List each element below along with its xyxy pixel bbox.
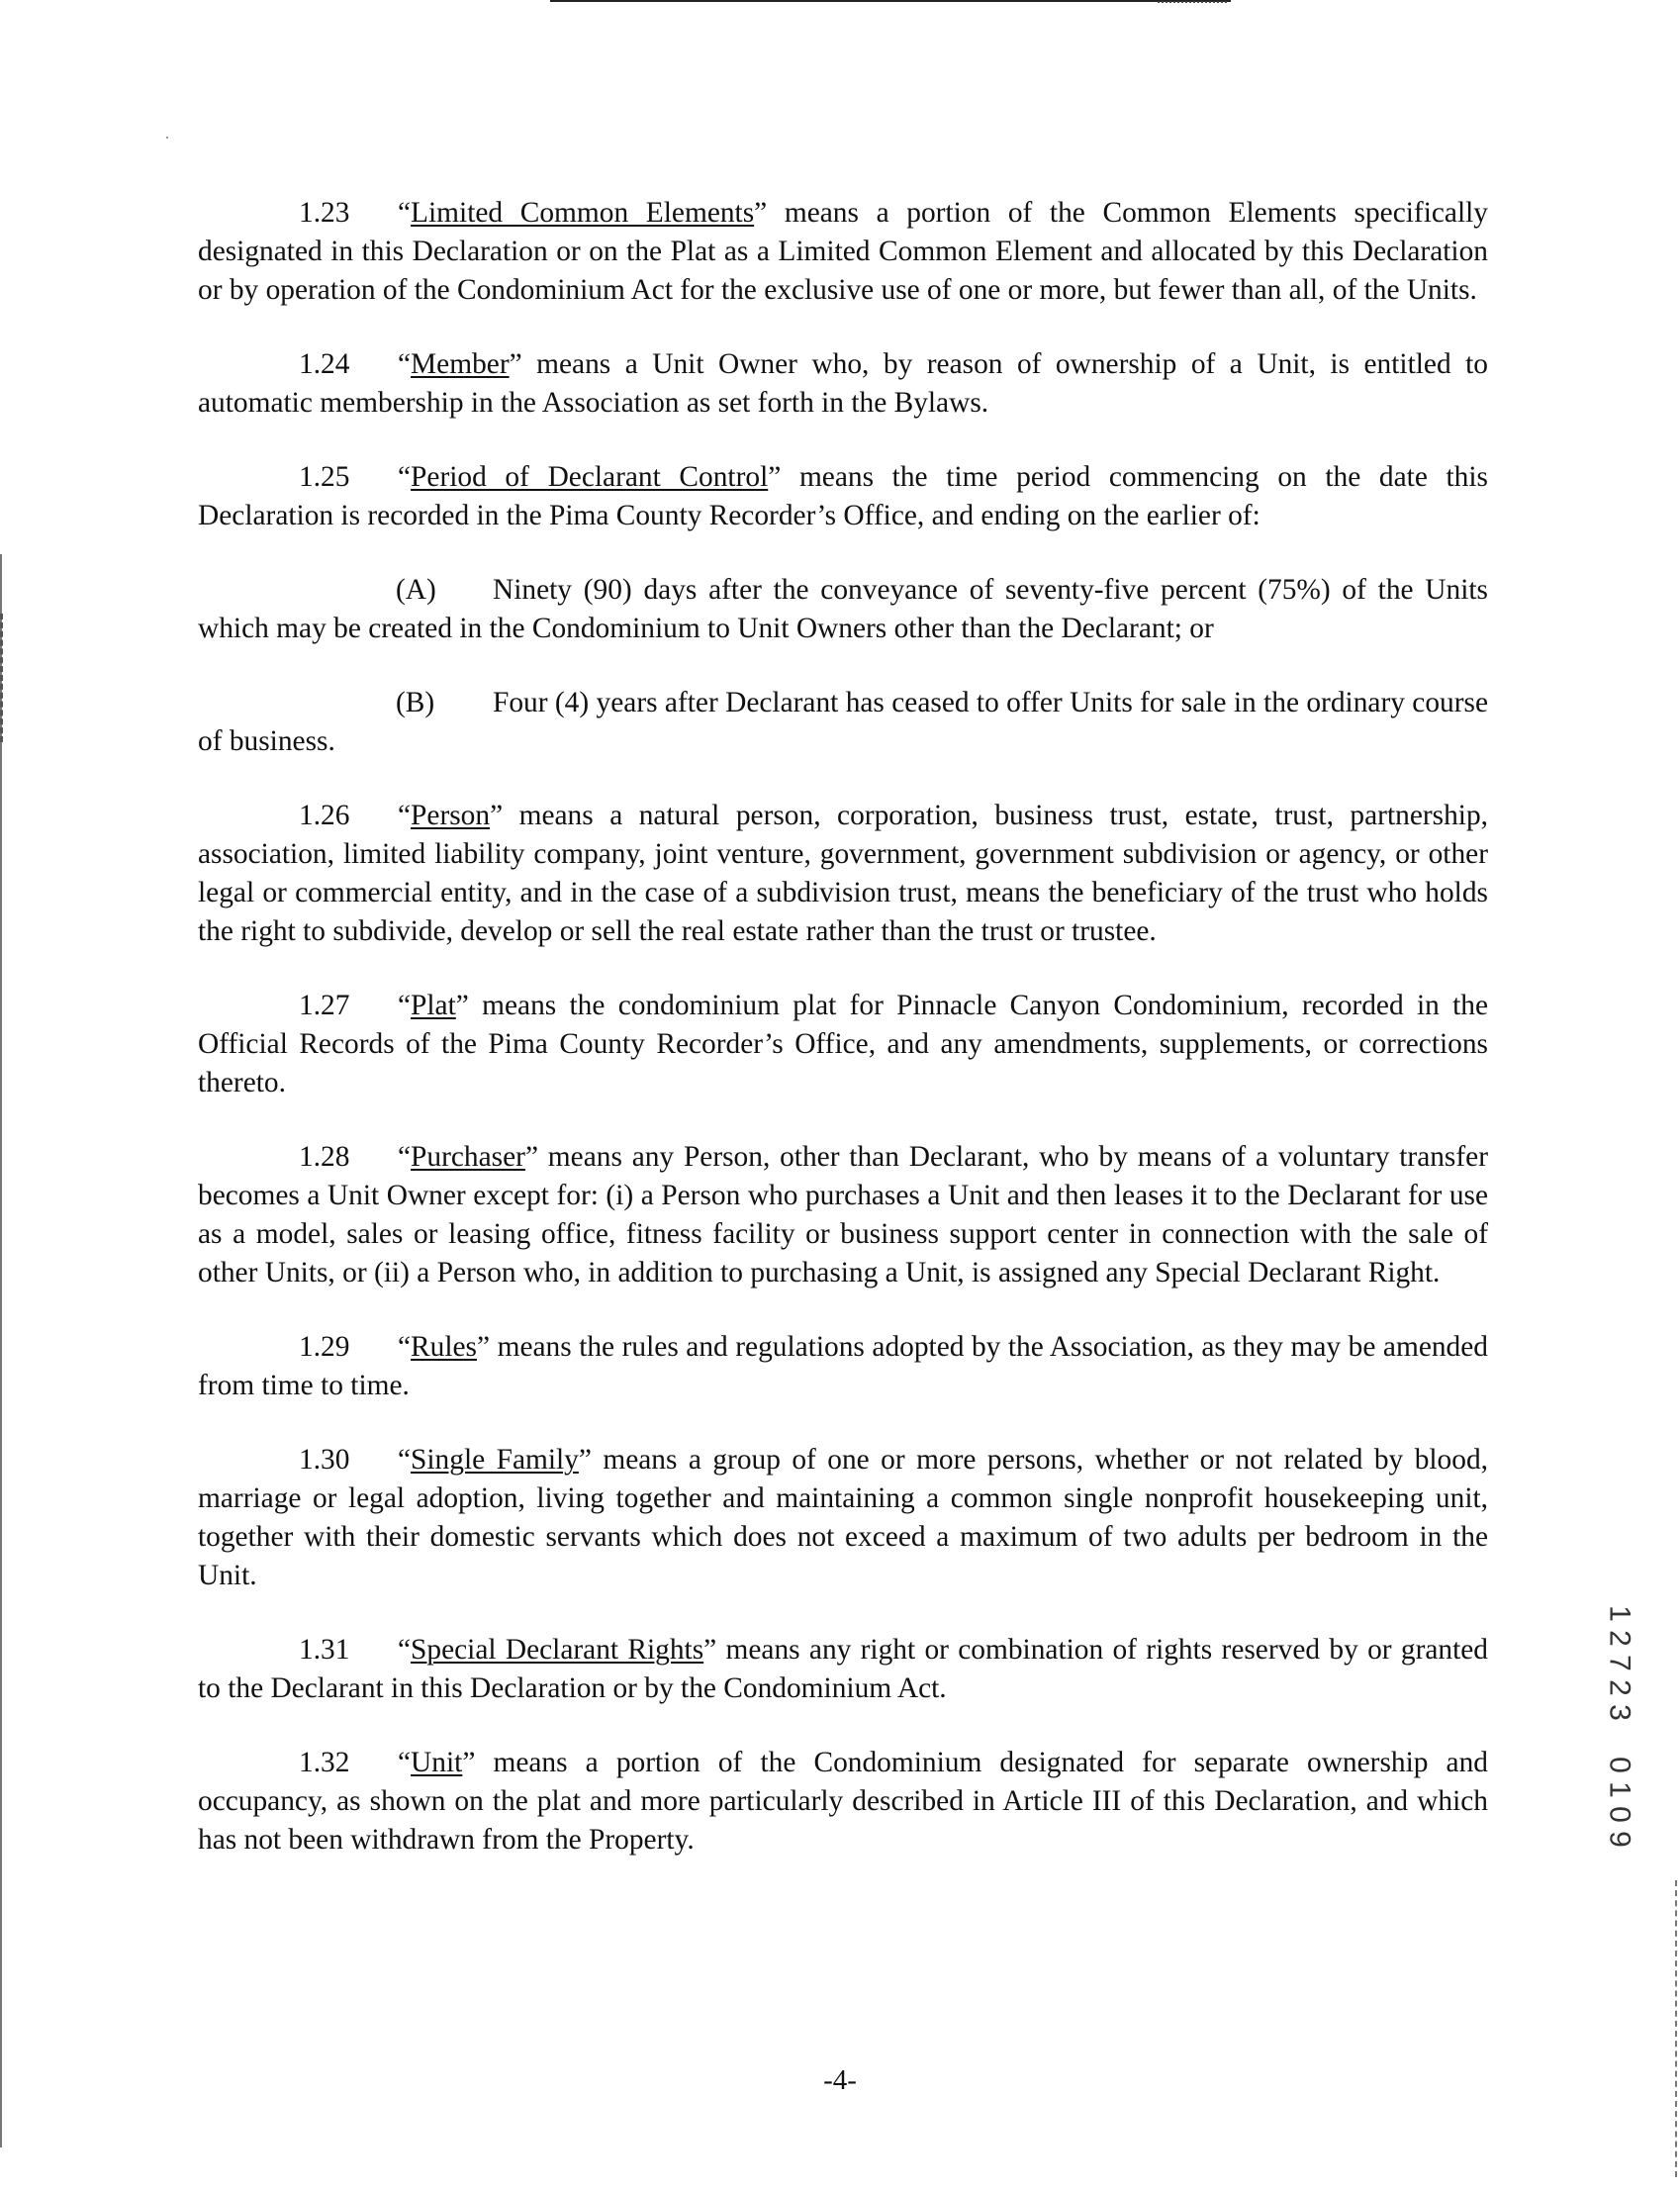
- recording-stamp-digit: 7: [1603, 1655, 1636, 1671]
- definition-text: means a group of one or more persons, whether or not related by blood, marriage or legal adoption, living together and maintaining a common single nonprofit housekeeping unit, together with their domestic servants which does not exceed a maximum of two adults per bedroom in the Unit.: [198, 1444, 1488, 1591]
- section-number: 1.24: [299, 348, 350, 380]
- defined-term: Person: [411, 800, 491, 831]
- definition-1-26: 1.26 “Person” means a natural person, corporation, business trust, estate, trust, partnership, association, limited liability company, joint venture, government, government subdivision or agency, or other legal or commercial entity, and in the case of a subdivision trust, means the beneficiary of the trust who holds the right to subdivide, develop or sell the real estate rather than the trust or trustee.: [198, 797, 1488, 951]
- defined-term: Plat: [411, 990, 456, 1021]
- defined-term: Member: [411, 348, 510, 380]
- definition-1-28: 1.28 “Purchaser” means any Person, other than Declarant, who by means of a voluntary transfer becomes a Unit Owner except for: (i) a Person who purchases a Unit and then leases it to the Declarant for use as a model, sales or leasing office, fitness facility or business support center in connection with the sale of other Units, or (ii) a Person who, in addition to purchasing a Unit, is assigned any Special Declarant Right.: [198, 1138, 1488, 1292]
- defined-term: Purchaser: [411, 1141, 525, 1173]
- recording-stamp-digit: 9: [1603, 1831, 1636, 1848]
- definition-text: means a portion of the Common Elements specifically designated in this Declaration or on the Plat as a Limited Common Element and allocated by this Declaration or by operation of the Condominium Act for the exclusive use of one or more, but fewer than all, of the Units.: [198, 197, 1489, 306]
- recording-stamp-digits: [1600, 1601, 1639, 1852]
- definition-1-32: 1.32 “Unit” means a portion of the Condominium designated for separate ownership and occupancy, as shown on the plat and more particularly described in Article III of this Declaration, and which has not been withdrawn from the Property.: [198, 1744, 1488, 1859]
- section-number: 1.31: [299, 1634, 350, 1666]
- section-number: 1.28: [299, 1141, 350, 1173]
- recording-stamp-digit: 2: [1603, 1679, 1636, 1696]
- recording-stamp-digit: 2: [1603, 1630, 1636, 1647]
- defined-term: Period of Declarant Control: [411, 461, 769, 493]
- definition-1-29: 1.29 “Rules” means the rules and regulations adopted by the Association, as they may be amended from time to time.: [198, 1328, 1488, 1405]
- scan-speck: [166, 137, 168, 139]
- section-number: 1.29: [299, 1331, 350, 1363]
- section-number: 1.27: [299, 990, 350, 1021]
- top-rule: [550, 0, 1231, 2]
- recording-stamp: [1600, 1601, 1639, 1852]
- subclause-b: [198, 684, 1488, 761]
- definition-text: means a natural person, corporation, business trust, estate, trust, partnership, association, limited liability company, joint venture, government, government subdivision or agency, or other legal or commercial entity, and in the case of a subdivision trust, means the beneficiary of the trust who holds the right to subdivide, develop or sell the real estate rather than the trust or trustee.: [198, 800, 1488, 947]
- definition-text: means any right or combination of rights reserved by or granted to the Declarant in this Declaration or by the Condominium Act.: [198, 1634, 1488, 1704]
- definition-text: means any Person, other than Declarant, who by means of a voluntary transfer becomes a Unit Owner except for: (i) a Person who purchases a Unit and then leases it to the Declarant for use as a model, sales or leasing office, fitness facility or business support center in connection with the sale of other Units, or (ii) a Person who, in addition to purchasing a Unit, is assigned any Special Declarant Right.: [198, 1141, 1488, 1288]
- section-number: 1.23: [299, 197, 350, 229]
- section-number: 1.25: [299, 461, 350, 493]
- section-number: 1.32: [299, 1747, 350, 1778]
- top-rule-scan-mark: [1158, 1, 1227, 6]
- definitions-body: [198, 194, 1488, 1895]
- definition-1-27: 1.27 “Plat” means the condominium plat for Pinnacle Canyon Condominium, recorded in the Official Records of the Pima County Recorder’s Office, and any amendments, supplements, or corrections thereto.: [198, 987, 1488, 1102]
- recording-stamp-digit: 0: [1603, 1757, 1636, 1773]
- left-scan-ticks: [0, 614, 6, 742]
- recording-stamp-digit: 3: [1603, 1704, 1636, 1721]
- left-scan-edge: [0, 554, 4, 2147]
- defined-term: Rules: [411, 1331, 477, 1363]
- defined-term: Single Family: [411, 1444, 579, 1476]
- definition-text: means the time period commencing on the date this Declaration is recorded in the Pima County Recorder’s Office, and ending on the earlier of:: [198, 461, 1488, 531]
- definition-text: means the rules and regulations adopted by the Association, as they may be amended from time to time.: [198, 1331, 1488, 1401]
- definition-text: means the condominium plat for Pinnacle Canyon Condominium, recorded in the Official Records of the Pima County Recorder’s Office, and any amendments, supplements, or corrections thereto.: [198, 990, 1488, 1098]
- recording-stamp-digit: 0: [1603, 1806, 1636, 1823]
- section-number: 1.26: [299, 800, 350, 831]
- definition-1-31: 1.31 “Special Declarant Rights” means any right or combination of rights reserved by or granted to the Declarant in this Declaration or by the Condominium Act.: [198, 1631, 1488, 1708]
- right-scan-edge: [1675, 1880, 1679, 2177]
- definition-text: means a portion of the Condominium designated for separate ownership and occupancy, as shown on the plat and more particularly described in Article III of this Declaration, and which has not been withdrawn from the Property.: [198, 1747, 1488, 1856]
- definition-1-25: 1.25 “Period of Declarant Control” means the time period commencing on the date this Declaration is recorded in the Pima County Recorder’s Office, and ending on the earlier of:: [198, 458, 1488, 535]
- page-number: -4-: [823, 2064, 857, 2096]
- subclause-letter: (A): [396, 574, 436, 606]
- defined-term: Limited Common Elements: [411, 197, 755, 229]
- subclause-letter: (B): [396, 687, 435, 718]
- subclause-text: Four (4) years after Declarant has ceased to offer Units for sale in the ordinary course of business.: [198, 687, 1488, 757]
- recording-stamp-digit: 1: [1603, 1781, 1636, 1798]
- definition-text: means a Unit Owner who, by reason of ownership of a Unit, is entitled to automatic membership in the Association as set forth in the Bylaws.: [198, 348, 1488, 419]
- defined-term: Unit: [411, 1747, 463, 1778]
- section-number: 1.30: [299, 1444, 350, 1476]
- subclause-a: [198, 571, 1488, 648]
- recording-stamp-digit: 1: [1603, 1605, 1636, 1622]
- definition-1-23: 1.23 “Limited Common Elements” means a portion of the Common Elements specifically designated in this Declaration or on the Plat as a Limited Common Element and allocated by this Declaration or by operation of the Condominium Act for the exclusive use of one or more, but fewer than all, of the Units.: [198, 194, 1488, 310]
- subclause-text: Ninety (90) days after the conveyance of seventy-five percent (75%) of the Units which may be created in the Condominium to Unit Owners other than the Declarant; or: [198, 574, 1488, 644]
- definition-1-24: 1.24 “Member” means a Unit Owner who, by reason of ownership of a Unit, is entitled to automatic membership in the Association as set forth in the Bylaws.: [198, 345, 1488, 423]
- definition-1-30: 1.30 “Single Family” means a group of one or more persons, whether or not related by blood, marriage or legal adoption, living together and maintaining a common single nonprofit housekeeping unit, together with their domestic servants which does not exceed a maximum of two adults per bedroom in the Unit.: [198, 1441, 1488, 1595]
- defined-term: Special Declarant Rights: [411, 1634, 704, 1666]
